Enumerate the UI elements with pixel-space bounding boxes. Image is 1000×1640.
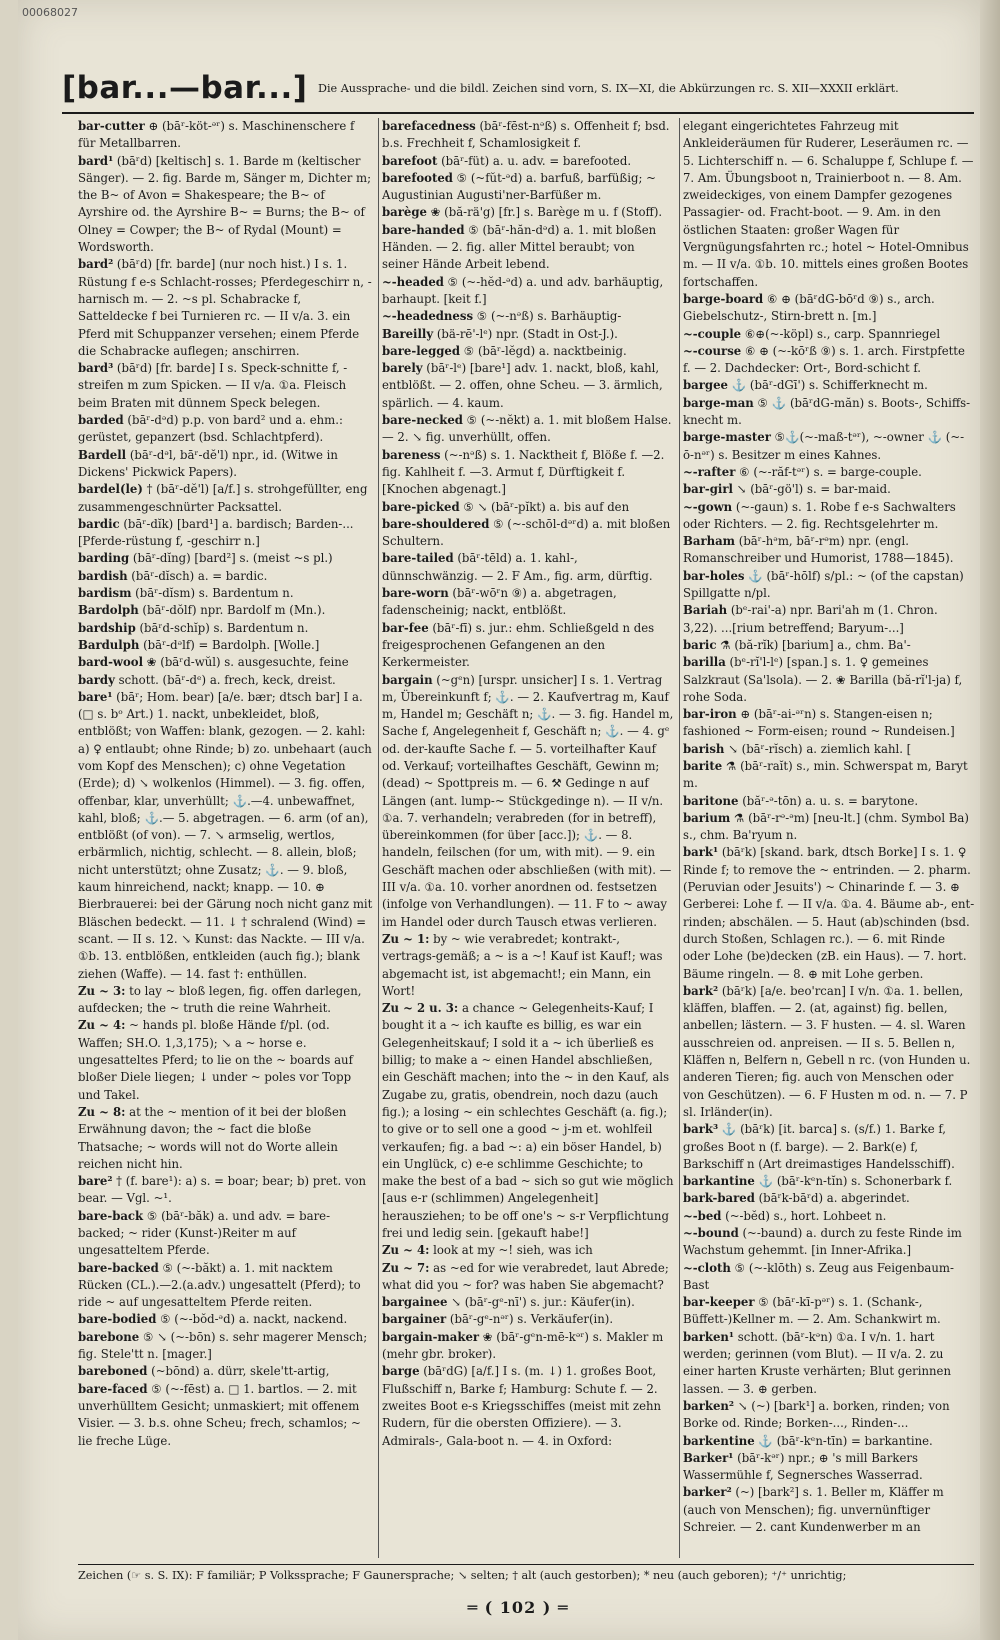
- entry-definition: (~gᵉn) [urspr. unsicher] I s. 1. Vertrag m, Übereinkunft f; ⚓. — 2. Kaufvertrag m, Kauf m, Handel m; Geschäft n; ⚓. — 3. fig. Handel m, Sache f, Angelegenheit f, Geschäft n; ⚓. — 4. gᵉ od. der-kaufte Sache f. — 5. vorteilhafter Kauf od. Verkauf; vorteilhaftes Geschäft, Gewinn m; (dead) ~ Spottpreis m. — 6. ⚒ Gedinge n auf Längen (ant. lump-~ Stückgedinge n). — II v/n. ①a. 7. verhandeln; verabreden (for in betreff), übereinkommen (for über [acc.]); ⚓. — 8. handeln, feilschen (for um, with mit). — 9. ein Geschäft machen oder abschließen (with mit). — III v/a. ①a. 10. vorher anordnen od. festsetzen (infolge von Verhandlungen). — 11. F to ~ away im Handel oder durch Tausch etwas verlieren.: [382, 672, 674, 929]
- entry-definition: ⚗ (bă-rĭk) [barium] a., chm. Ba'-: [716, 637, 911, 652]
- entry-headword: Bardolph: [78, 603, 139, 618]
- dictionary-entry: [382, 204, 674, 221]
- entry-headword: bargainer: [382, 1312, 447, 1327]
- entry-headword: barefacedness: [382, 119, 476, 133]
- entry-definition: (bāʳ-dᵊl, bāʳ-dĕ'l) npr., id. (Witwe in Dickens' Pickwick Papers).: [78, 447, 338, 479]
- entry-definition: (bāʳ-dᵊlf) = Bardolph. [Wolle.]: [139, 637, 320, 652]
- dictionary-entry: [78, 983, 374, 1018]
- dictionary-entry: [683, 637, 975, 654]
- entry-headword: bare-faced: [78, 1381, 148, 1396]
- dictionary-entry: [382, 274, 674, 309]
- dictionary-entry: [683, 983, 975, 1121]
- entry-headword: bar-cutter: [78, 119, 145, 133]
- entry-headword: barège: [382, 205, 427, 220]
- entry-definition: schott. (bāʳ-dᵉ) a. frech, keck, dreist.: [114, 672, 336, 687]
- entry-definition: by ~ wie verabredet; kontrakt-, vertrags-gemäß; a ~ is a ~! Kauf ist Kauf!; was abgemacht ist, ist abgemacht!; ein Mann, ein Wort!: [382, 931, 663, 998]
- entry-headword: bargain-maker: [382, 1329, 480, 1344]
- entry-headword: bar-holes: [683, 568, 745, 583]
- entry-definition: (bāʳ-dĭsm) s. Bardentum n.: [131, 586, 294, 601]
- entry-definition: (bāʳ-dĭsch) a. = bardic.: [127, 568, 268, 583]
- entry-definition: ↘ (bāʳ-rĭsch) a. ziemlich kahl. [: [724, 741, 912, 756]
- entry-headword: Zu ~ 2 u. 3:: [382, 1001, 459, 1016]
- entry-headword: ~-gown: [683, 499, 733, 514]
- scan-id: 00068027: [22, 6, 78, 19]
- dictionary-entry: [683, 758, 975, 793]
- entry-headword: bare-tailed: [382, 551, 454, 566]
- entry-headword: barded: [78, 413, 124, 428]
- entry-headword: barge: [382, 1364, 420, 1379]
- dictionary-entry: [382, 1363, 674, 1449]
- column-3: [683, 118, 975, 1618]
- entry-headword: barite: [683, 758, 723, 773]
- entry-headword: bardic: [78, 516, 120, 531]
- entry-definition: ⚓ (bāʳ-kᵉn-tĭn) s. Schonerbark f.: [754, 1174, 953, 1189]
- dictionary-entry: [382, 550, 674, 585]
- dictionary-entry: [683, 1294, 975, 1329]
- entry-definition: ⑥ (~-răf-tᵊʳ) s. = barge-couple.: [735, 464, 922, 479]
- entry-definition: (bāʳ-hᵊm, bāʳ-rᵊm) npr. (engl. Romanschreiber und Humorist, 1788—1845).: [683, 534, 954, 566]
- entry-definition: ⑥ ⊕ (bāʳdG-bōʳd ⑨) s., arch. Giebelschutz-, Stirn-brett n. [m.]: [683, 291, 935, 324]
- dictionary-entry: [683, 810, 975, 845]
- entry-definition: (bāʳd-schĭp) s. Bardentum n.: [135, 620, 309, 635]
- entry-headword: bark²: [683, 983, 719, 998]
- entry-definition: (bä-rē'-lᵉ) npr. (Stadt in Ost-J.).: [433, 326, 618, 341]
- dictionary-entry: [382, 931, 674, 1000]
- dictionary-entry: [382, 343, 674, 360]
- entry-headword: bargee: [683, 378, 728, 393]
- dictionary-entry: [78, 568, 374, 585]
- entry-headword: Zu ~ 7:: [382, 1260, 430, 1275]
- dictionary-entry: [78, 447, 374, 482]
- entry-definition: (băʳ-ᵊ-tōn) a. u. s. = barytone.: [738, 793, 919, 808]
- entry-definition: (~-baund) a. durch zu feste Rinde im Wachstum gehemmt. [in Inner-Afrika.]: [683, 1226, 962, 1258]
- dictionary-entry: [382, 1000, 674, 1242]
- entry-definition: ⑥ ⊕ (~-kōʳß ⑨) s. 1. arch. Firstpfette f. — 2. Dachdecker: Ort-, Bord-schicht f.: [683, 343, 965, 376]
- entry-definition: (bᵉ-rai'-a) npr. Bari'ah m (1. Chron. 3,22). ...[rium betreffend; Baryum-...]: [683, 603, 938, 635]
- dictionary-entry: [382, 499, 674, 516]
- entry-definition: (bāʳk) [skand. bark, dtsch Borke] I s. 1. ♀ Rinde f; to remove the ~ entrinden. — 2. pharm. (Peruvian oder Jesuits') ~ Chinarinde f. — 3. ⊕ Gerberei: Lohe f. — II v/a. ①a. 4. Bäume ab-, ent-rinden; abschälen. — 5. Haut (ab)schinden (bsd. durch Stoßen, Schlagen rc.). — 6. mit Rinde oder Lohe (be)decken (zB. ein Haus). — 7. hort. Bäume ringeln. — 8. ⊕ mit Lohe gerben.: [683, 845, 975, 981]
- entry-definition: to lay ~ bloß legen, fig. offen darlegen, aufdecken; the ~ truth die reine Wahrheit.: [78, 983, 362, 1016]
- entry-definition: ↘ (bāʳ-gö'l) s. = bar-maid.: [732, 482, 891, 497]
- dictionary-entry: [683, 793, 975, 810]
- entry-headword: bare-backed: [78, 1260, 159, 1275]
- dictionary-entry: [683, 395, 975, 430]
- entry-headword: barken²: [683, 1398, 735, 1413]
- entry-definition: as ~ed for wie verabredet, laut Abrede; what did you ~ for? was haben Sie abgemacht?: [382, 1260, 669, 1292]
- dictionary-entry: [78, 360, 374, 412]
- entry-definition: ⑤⚓(~-maß-tᵊʳ), ~-owner ⚓ (~-ō-nᵊʳ) s. Besitzer m eines Kahnes.: [683, 430, 965, 462]
- entry-headword: bark¹: [683, 845, 719, 860]
- page-header: [62, 62, 974, 114]
- dictionary-entry: [683, 1121, 975, 1173]
- entry-definition: (bāʳd) [fr. barde] (nur noch hist.) I s. 1. Rüstung f e-s Schlacht-rosses; Pferdegeschirr n, -harnisch m. — 2. ~s pl. Schabracke f, Satteldecke f bei Turnieren rc. — II v/a. 3. ein Pferd mit Schuppanzer versehen; einem Pferde die Schabracke auflegen; anschirren.: [78, 257, 372, 358]
- dictionary-entry: [78, 654, 374, 671]
- entry-headword: bare¹: [78, 689, 113, 704]
- entry-headword: Zu ~ 4:: [382, 1243, 430, 1258]
- dictionary-entry: [683, 118, 975, 291]
- dictionary-entry: [683, 464, 975, 481]
- entry-definition: (bāʳk) [a/e. beo'rcan] I v/n. ①a. 1. bellen, kläffen, blaffen. — 2. (at, against) fig. bellen, anbellen; lästern. — 3. F husten. — 4. sl. Waren ausschreien od. anpreisen. — II s. 5. Bellen n, Kläffen n, Belfern n, Gebell n rc. (von Hunden u. anderen Tieren; fig. auch von Menschen oder von Geschützen). — 6. F Husten m od. n. — 7. P sl. Irländer(in).: [683, 983, 971, 1119]
- entry-definition: (bāʳ; Hom. bear) [a/e. bær; dtsch bar] I a. (□ s. bᵒ Art.) 1. nackt, unbekleidet, bloß, entblößt; von Waffen: blank, gezogen. — 2. kahl: a) ♀ entlaubt; ohne Rinde; b) zo. unbehaart (auch vom Kopf des Menschen); c) ohne Vegetation (Erde); d) ↘ wolkenlos (Himmel). — 3. fig. offen, offenbar, klar, unverhüllt; ⚓.—4. unbewaffnet, kahl, bloß; ⚓.— 5. abgetragen. — 6. arm (of an), entblößt (of von). — 7. ↘ armselig, wertlos, erbärmlich, nichtig, schlecht. — 8. allein, bloß; nicht unterstützt; ohne Zusatz; ⚓. — 9. bloß, kaum hinreichend, nackt; knapp. — 10. ⊕ Bierbrauerei: bei der Gärung noch nicht ganz mit Bläschen bedeckt. — 11. ↓ † schralend (Wind) = scant. — II s. 12. ↘ Kunst: das Nackte. — III v/a. ①b. 13. entblößen, entkleiden (auch fig.); blank ziehen (Waffe). — 14. fast †: enthüllen.: [78, 689, 373, 981]
- entry-definition: (bāʳ-kᵊʳ) npr.; ⊕ 's mill Barkers Wassermühle f, Segnersches Wasserrad.: [683, 1450, 923, 1483]
- column-1: [78, 118, 374, 1618]
- dictionary-entry: [78, 550, 374, 567]
- dictionary-entry: [382, 1311, 674, 1328]
- entry-definition: ❀ (bă-rä'g) [fr.] s. Barège m u. f (Stoff).: [426, 205, 663, 220]
- entry-definition: ⑤ ↘ (bāʳ-pĭkt) a. bis auf den: [459, 499, 630, 514]
- entry-headword: Bariah: [683, 603, 728, 618]
- entry-headword: Zu ~ 4:: [78, 1018, 126, 1033]
- entry-definition: (bāʳ-fī) s. jur.: ehm. Schließgeld n des freigesprochenen Gefangenen an den Kerkermeister.: [382, 620, 655, 670]
- entry-headword: bareboned: [78, 1364, 148, 1379]
- dictionary-entry: [382, 1260, 674, 1295]
- entry-definition: (bāʳ-tēld) a. 1. kahl-, dünnschwänzig. — 2. F Am., fig. arm, dürftig.: [382, 551, 653, 583]
- entry-definition: (bāʳ-füt) a. u. adv. = barefooted.: [437, 153, 632, 168]
- dictionary-entry: [382, 222, 674, 274]
- entry-definition: schott. (bāʳ-kᵊn) ①a. I v/n. 1. hart werden; gerinnen (vom Blut). — II v/a. 2. zu einer harten Kruste verhärten; Blut gerinnen lassen. — 3. ⊕ gerben.: [683, 1329, 951, 1396]
- dictionary-entry: [78, 118, 374, 153]
- entry-headword: bark-bared: [683, 1191, 755, 1206]
- dictionary-entry: [683, 499, 975, 534]
- entry-definition: ⚗ (bāʳ-raĭt) s., min. Schwerspat m, Baryt m.: [683, 758, 968, 791]
- entry-headword: barkentine: [683, 1433, 755, 1448]
- column-2: [382, 118, 674, 1618]
- entry-headword: baric: [683, 637, 717, 652]
- entry-headword: bardish: [78, 568, 128, 583]
- entry-definition: ⚓ (bāʳk) [it. barca] s. (s/f.) 1. Barke f, großes Boot n (f. barge). — 2. Bark(e) f, Barkschiff n (Art dreimastiges Handelsschiff).: [683, 1122, 955, 1171]
- dictionary-entry: [382, 153, 674, 170]
- entry-headword: bare-handed: [382, 222, 465, 237]
- entry-headword: ~-course: [683, 343, 742, 358]
- entry-headword: bare-legged: [382, 343, 461, 358]
- entry-definition: (bāʳd) [fr. barde] I s. Speck-schnitte f, -streifen m zum Spicken. — II v/a. ①a. Fleisch beim Braten mit dünnem Speck belegen.: [78, 361, 348, 410]
- entry-definition: ⚓ (bāʳ-dGī') s. Schifferknecht m.: [727, 378, 928, 393]
- page-edge: [980, 0, 1000, 1640]
- entry-headword: barker²: [683, 1485, 732, 1500]
- entry-definition: ⑤ (bāʳ-hăn-dᵊd) a. 1. mit bloßen Händen. — 2. fig. aller Mittel beraubt; von seiner Hände Arbeit lebend.: [382, 222, 657, 272]
- entry-definition: (bāʳ-gᵉ-nᵊʳ) s. Verkäufer(in).: [446, 1312, 614, 1327]
- dictionary-entry: [683, 377, 975, 394]
- entry-definition: ~ hands pl. bloße Hände f/pl. (od. Waffen; SH.O. 1,3,175); ↘ a ~ horse e. ungesatteltes Pferd; to lie on the ~ boards auf bloßer Diele liegen; ↓ under ~ poles vor Topp und Takel.: [78, 1018, 353, 1102]
- dictionary-entry: [382, 326, 674, 343]
- entry-headword: bareness: [382, 447, 441, 462]
- dictionary-entry: [78, 637, 374, 654]
- dictionary-entry: [683, 1208, 975, 1225]
- dictionary-entry: [382, 118, 674, 153]
- dictionary-entry: [683, 568, 975, 603]
- entry-definition: look at my ~! sieh, was ich: [429, 1243, 593, 1258]
- entry-headword: bare-back: [78, 1208, 144, 1223]
- dictionary-entry: [382, 308, 674, 325]
- dictionary-entry: [382, 170, 674, 205]
- entry-definition: ⚓ (bāʳ-hōlf) s/pl.: ~ (of the capstan) Spillgatte n/pl.: [683, 568, 964, 601]
- entry-definition: ⑤ (~-băkt) a. 1. mit nacktem Rücken (CL.).—2.(a.adv.) ungesattelt (Pferd); to ride ~ auf ungesatteltem Pferde reiten.: [78, 1260, 361, 1310]
- entry-headword: Bardell: [78, 447, 127, 462]
- entry-headword: bardel(le): [78, 482, 143, 497]
- entry-headword: ~-bed: [683, 1208, 722, 1223]
- entry-headword: barken¹: [683, 1329, 735, 1344]
- entry-definition: † (f. bare¹): a) s. = boar; bear; b) pret. von bear. — Vgl. ~¹.: [78, 1174, 367, 1206]
- dictionary-entry: [382, 1242, 674, 1259]
- entry-definition: ⑤ (~-hĕd-ᵊd) a. und adv. barhäuptig, barhaupt. [keit f.]: [382, 274, 664, 306]
- dictionary-entry: [78, 620, 374, 637]
- entry-headword: bardy: [78, 672, 115, 687]
- entry-headword: bare-shouldered: [382, 516, 490, 531]
- entry-definition: † (bāʳ-dĕ'l) [a/f.] s. strohgefüllter, eng zusammengeschnürter Packsattel.: [78, 482, 368, 514]
- dictionary-entry: [78, 1104, 374, 1173]
- entry-definition: (bāʳd) [keltisch] s. 1. Barde m (keltischer Sänger). — 2. fig. Barde m, Sänger m, Dichter m; the B~ of Avon = Shakespeare; the B~ of Ayrshire od. the Ayrshire B~ = Burns; the B~ of Olney = Cowper; the B~ of Rydal (Mount) = Wordsworth.: [78, 153, 372, 255]
- entry-headword: bargain: [382, 672, 433, 687]
- dictionary-entry: [683, 844, 975, 982]
- dictionary-entry: [78, 412, 374, 447]
- dictionary-entry: [683, 1190, 975, 1207]
- entry-definition: (~-nᵊß) s. 1. Nacktheit f, Blöße f. —2. fig. Kahlheit f. —3. Armut f, Dürftigkeit f. [Knochen abgenagt.]: [382, 447, 665, 497]
- entry-definition: ❀ (bāʳd-wŭl) s. ausgesuchte, feine: [143, 655, 349, 670]
- dictionary-entry: [78, 1173, 374, 1208]
- dictionary-entry: [683, 1398, 975, 1433]
- dictionary-entry: [382, 585, 674, 620]
- dictionary-entry: [683, 481, 975, 498]
- entry-headword: bare²: [78, 1174, 113, 1189]
- dictionary-entry: [78, 1260, 374, 1312]
- dictionary-entry: [683, 1450, 975, 1485]
- symbol-legend: Zeichen (☞ s. S. IX): F familiär; P Volkssprache; F Gaunersprache; ↘ selten; † alt (auch gestorben); * neu (auch geboren); ⁺/⁺ unrichtig;: [78, 1564, 974, 1582]
- entry-headword: bare-picked: [382, 499, 460, 514]
- dictionary-entry: [382, 516, 674, 551]
- entry-headword: barish: [683, 741, 725, 756]
- dictionary-entry: [683, 706, 975, 741]
- entry-headword: bar-fee: [382, 620, 429, 635]
- entry-definition: ⑤ (bāʳ-lĕgd) a. nacktbeinig.: [460, 343, 627, 358]
- entry-definition: ⑤ (~-klōth) s. Zeug aus Feigenbaum-Bast: [683, 1260, 954, 1292]
- entry-definition: ⑤ (~-nĕkt) a. 1. mit bloßem Halse. — 2. ↘ fig. unverhüllt, offen.: [382, 413, 672, 445]
- dictionary-entry: [78, 153, 374, 257]
- dictionary-entry: [382, 672, 674, 931]
- entry-definition: ⑥⊕(~-köpl) s., carp. Spannriegel: [741, 326, 941, 341]
- dictionary-entry: [683, 291, 975, 326]
- entry-definition: (bāʳk-bāʳd) a. abgerindet.: [754, 1191, 910, 1206]
- entry-definition: (bāʳ-dĭng) [bard²] s. (meist ~s pl.): [129, 551, 333, 566]
- dictionary-entry: [683, 1225, 975, 1260]
- entry-headword: bark³: [683, 1122, 719, 1137]
- entry-headword: ~-bound: [683, 1226, 739, 1240]
- dictionary-entry: [683, 533, 975, 568]
- entry-headword: bard-wool: [78, 655, 144, 670]
- entry-definition: (~-bĕd) s., hort. Lohbeet n.: [721, 1208, 887, 1223]
- entry-headword: barefooted: [382, 170, 453, 185]
- entry-definition: ⊕ (bāʳ-köt-ᵊʳ) s. Maschinenschere f für Metallbarren.: [78, 119, 355, 151]
- entry-definition: ⑤ (bāʳ-kī-pᵊʳ) s. 1. (Schank-, Büffett-)Kellner m. — 2. Am. Schankwirt m.: [683, 1295, 941, 1327]
- dictionary-entry: [78, 602, 374, 619]
- entry-headword: bar-girl: [683, 482, 733, 497]
- entry-headword: barge-board: [683, 291, 764, 306]
- entry-headword: bar-iron: [683, 707, 737, 722]
- entry-headword: barilla: [683, 655, 726, 670]
- entry-headword: barium: [683, 810, 731, 825]
- dictionary-entry: [78, 1329, 374, 1364]
- dictionary-entry: [78, 1208, 374, 1260]
- entry-definition: (bāʳ-lᵉ) [bare¹] adv. 1. nackt, bloß, kahl, entblößt. — 2. offen, ohne Scheu. — 3. ärmlich, spärlich. — 4. kaum.: [382, 361, 663, 410]
- entry-headword: Zu ~ 8:: [78, 1104, 126, 1119]
- entry-headword: barding: [78, 551, 130, 566]
- entry-headword: bargainee: [382, 1295, 448, 1310]
- entry-definition: (bāʳ-fēst-nᵊß) s. Offenheit f; bsd. b.s. Frechheit f, Schamlosigkeit f.: [382, 119, 670, 151]
- dictionary-entry: [78, 481, 374, 516]
- entry-headword: bardism: [78, 586, 132, 601]
- entry-headword: Zu ~ 1:: [382, 931, 430, 946]
- entry-definition: (~-gaun) s. 1. Robe f e-s Sachwalters oder Richters. — 2. fig. Rechtsgelehrter m.: [683, 499, 956, 531]
- dictionary-entry: [78, 516, 374, 551]
- dictionary-entry: [683, 343, 975, 378]
- entry-headword: ~-couple: [683, 326, 742, 341]
- dictionary-entry: [683, 654, 975, 706]
- dictionary-entry: [382, 412, 674, 447]
- dictionary-entry: [683, 1173, 975, 1190]
- page-number: ═ ( 102 ) ═: [467, 1598, 569, 1617]
- entry-definition: ↘ (bāʳ-gᵉ-nī') s. jur.: Käufer(in).: [447, 1295, 635, 1310]
- dictionary-entry: [382, 447, 674, 499]
- entry-headword: baritone: [683, 793, 739, 808]
- entry-definition: ↘ (~) [bark¹] a. borken, rinden; von Borke od. Rinde; Borken-..., Rinden-...: [683, 1398, 950, 1431]
- entry-headword: ~-rafter: [683, 464, 736, 479]
- entry-headword: barely: [382, 361, 423, 376]
- entry-definition: ⚓ (bāʳ-kᵉn-tīn) = barkantine.: [754, 1433, 933, 1448]
- dictionary-entry: [78, 585, 374, 602]
- entry-headword: barefoot: [382, 153, 438, 168]
- dictionary-entry: [78, 1311, 374, 1328]
- entry-definition: (bāʳdG) [a/f.] I s. (m. ↓) 1. großes Boot, Flußschiff n, Barke f; Hamburg: Schute f. — 2. zweites Boot e-s Kriegsschiffes (meist mit zehn Rudern, für die obersten Offiziere). — 3. Admirals-, Gala-boot n. — 4. in Oxford:: [382, 1364, 662, 1448]
- running-head: [bar...—bar...]: [62, 70, 308, 106]
- entry-definition: (bāʳ-wōʳn ⑨) a. abgetragen, fadenscheinig; nackt, entblößt.: [382, 586, 617, 618]
- entry-definition: a chance ~ Gelegenheits-Kauf; I bought it a ~ ich kaufte es billig, es war ein Gelegenheitskauf; I sold it a ~ ich überließ es billig; to make a ~ einen Handel abschließen, ein Geschäft machen; into the ~ in den Kauf, als Zugabe zu, gratis, obendrein, noch dazu (auch fig.); a losing ~ ein schlechtes Geschäft (a. fig.); to give or to sell one a good ~ j-m et. wohlfeil verkaufen; fig. a bad ~: a) ein böser Handel, b) ein Unglück, c) e-e schlimme Geschichte; to make the best of a bad ~ sich so gut wie möglich [aus e-r (schlimmen) Angelegenheit] herausziehen; to be off one's ~ s-r Verpflichtung frei und ledig sein. [gekauft habe!]: [382, 1001, 674, 1240]
- entry-headword: bard²: [78, 257, 114, 272]
- dictionary-entry: [683, 1484, 975, 1536]
- entry-definition: (bᵉ-rĭ'l-lᵉ) [span.] s. 1. ♀ gemeines Salzkraut (Sa'lsola). — 2. ❀ Barilla (bă-rĭ'l-ja) f, rohe Soda.: [683, 655, 963, 704]
- entry-headword: Barham: [683, 534, 736, 549]
- entry-definition: ⑤ (~-bŏd-ᵊd) a. nackt, nackend.: [156, 1312, 348, 1327]
- entry-headword: bar-keeper: [683, 1295, 755, 1310]
- entry-headword: ~-headed: [382, 274, 444, 289]
- entry-headword: Zu ~ 3:: [78, 983, 126, 998]
- entry-definition: (bāʳ-dŏlf) npr. Bardolf m (Mn.).: [138, 603, 326, 618]
- entry-headword: barge-master: [683, 430, 771, 445]
- dictionary-entry: [683, 1329, 975, 1398]
- entry-headword: Bareilly: [382, 326, 434, 341]
- entry-definition: (~) [bark²] s. 1. Beller m, Kläffer m (auch von Menschen); fig. unvernünftiger Schreier. — 2. cant Kundenwerber m an: [683, 1485, 944, 1535]
- dictionary-entry: [683, 326, 975, 343]
- dictionary-entry: [78, 689, 374, 983]
- dictionary-entry: [382, 1329, 674, 1364]
- dictionary-entry: [683, 602, 975, 637]
- entry-definition: ⑤ (~-schōl-dᵊʳd) a. mit bloßen Schultern.: [382, 516, 671, 549]
- entry-definition: ⑤ ⚓ (bāʳdG-măn) s. Boots-, Schiffs-knecht m.: [683, 395, 971, 428]
- entry-headword: bard¹: [78, 153, 114, 168]
- entry-headword: bard³: [78, 361, 114, 376]
- column-divider: [679, 118, 680, 1558]
- entry-definition: (~bōnd) a. dürr, skele'tt-artig,: [147, 1364, 330, 1379]
- entry-headword: barge-man: [683, 395, 754, 410]
- entry-headword: Bardulph: [78, 637, 140, 652]
- entry-headword: ~-cloth: [683, 1260, 731, 1275]
- header-note: Die Aussprache- und die bildl. Zeichen sind vorn, S. IX—XI, die Abkürzungen rc. S. XII—XXXII erklärt.: [318, 82, 899, 95]
- entry-definition: ❀ (bāʳ-gᵉn-mē-kᵊʳ) s. Makler m (mehr gbr. broker).: [382, 1329, 664, 1362]
- entry-definition: at the ~ mention of it bei der bloßen Erwähnung davon; the ~ fact die bloße Thatsache; ~ words will not do Worte allein reichen nicht hin.: [78, 1104, 347, 1171]
- dictionary-entry: [78, 1017, 374, 1103]
- column-divider: [378, 118, 379, 1558]
- dictionary-page: [18, 0, 982, 1640]
- entry-headword: bare-necked: [382, 413, 463, 428]
- dictionary-entry: [683, 1433, 975, 1450]
- dictionary-entry: [382, 620, 674, 672]
- entry-definition: ⑤ (bāʳ-băk) a. und adv. = bare-backed; ~ rider (Kunst-)Reiter m auf ungesatteltem Pferde.: [78, 1208, 331, 1258]
- dictionary-entry: [78, 1381, 374, 1450]
- entry-definition: (bāʳ-dĭk) [bard¹] a. bardisch; Barden-... [Pferde-rüstung f, -geschirr n.]: [78, 516, 354, 549]
- dictionary-entry: [683, 429, 975, 464]
- dictionary-entry: [683, 1260, 975, 1295]
- entry-headword: barkantine: [683, 1174, 755, 1189]
- entry-definition: ⚗ (bāʳ-rᵊ-ᵊm) [neu-lt.] (chm. Symbol Ba) s., chm. Ba'ryum n.: [683, 810, 969, 843]
- entry-headword: ~-headedness: [382, 309, 474, 324]
- dictionary-entry: [78, 672, 374, 689]
- entry-headword: Barker¹: [683, 1450, 734, 1465]
- entry-definition: (bāʳ-dᵊd) p.p. von bard² und a. ehm.: gerüstet, gepanzert (bsd. Schlachtpferd).: [78, 413, 343, 445]
- entry-definition: ⑤ (~fŭt-ᵊd) a. barfuß, barfüßig; ~ Augustinian Augusti'ner-Barfüßer m.: [382, 170, 656, 203]
- entry-headword: barebone: [78, 1329, 140, 1344]
- dictionary-entry: [683, 741, 975, 758]
- entry-definition: ⑤ ↘ (~-bōn) s. sehr magerer Mensch; fig. Stele'tt n. [mager.]: [78, 1329, 368, 1362]
- entry-headword: bare-worn: [382, 586, 449, 601]
- dictionary-entry: [382, 360, 674, 412]
- dictionary-entry: [78, 256, 374, 360]
- entry-definition: ⑤ (~-nᵊß) s. Barhäuptig-: [473, 309, 622, 324]
- entry-headword: bare-bodied: [78, 1312, 157, 1327]
- entry-headword: bardship: [78, 620, 136, 635]
- entry-definition: ⑤ (~-fēst) a. □ 1. bartlos. — 2. mit unverhülltem Gesicht; unmaskiert; mit offenem Visier. — 3. b.s. ohne Scheu; frech, schamlos; ~ lie freche Lüge.: [78, 1381, 361, 1448]
- entry-definition: elegant eingerichtetes Fahrzeug mit Ankleideräumen für Ruderer, Leseräumen rc. — 5. Lichterschiff n. — 6. Schaluppe f, Schlupe f. — 7. Am. Übungsboot n, Trainierboot n. — 8. Am. zweideckiges, von einem Dampfer gezogenes Passagier- od. Fracht-boot. — 9. Am. in den östlichen Staaten: großer Wagen für Vergnügungsfahrten rc.; hotel ~ Hotel-Omnibus m. — II v/a. ①b. 10. mittels eines großen Bootes fortschaffen.: [683, 119, 974, 289]
- dictionary-entry: [78, 1363, 374, 1380]
- dictionary-entry: [382, 1294, 674, 1311]
- entry-definition: ⊕ (bāʳ-ai-ᵊʳn) s. Stangen-eisen n; fashioned ~ Form-eisen; round ~ Rundeisen.]: [683, 707, 955, 739]
